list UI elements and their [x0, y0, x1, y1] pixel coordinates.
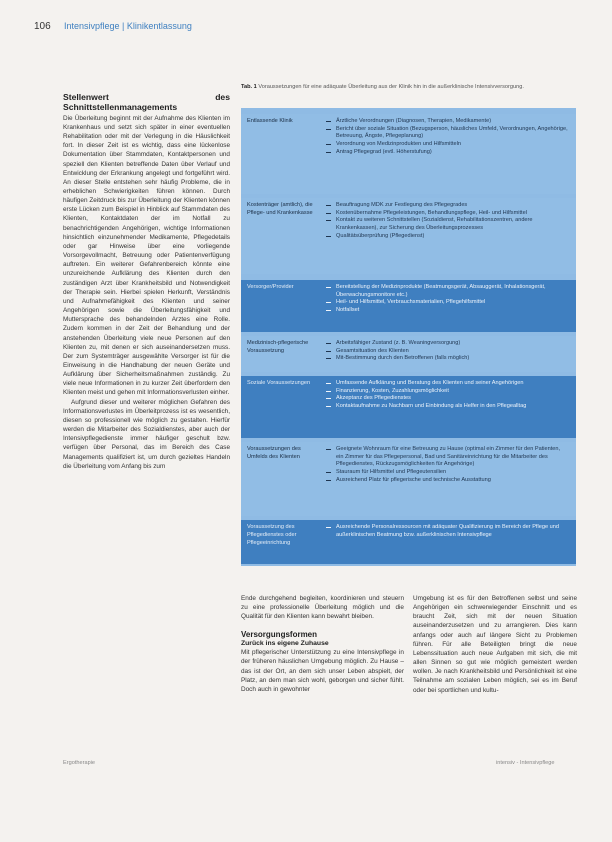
table-row	[241, 376, 576, 438]
row-items	[326, 442, 576, 516]
row-heading: Medizinisch-pflegerische Voraussetzung	[247, 340, 309, 354]
row-heading: Voraussetzung des Pflegedienstes oder Pflegeeinrichtung	[247, 524, 297, 546]
row-items	[326, 336, 576, 372]
table-row	[241, 520, 576, 564]
list-item: Verordnung von Medizinprodukten und Hilfsmitteln	[326, 141, 568, 149]
table-row	[241, 198, 576, 274]
row-items	[326, 520, 576, 564]
subsection-heading: Zurück ins eigene Zuhause	[241, 640, 329, 648]
list-item: Bereitstellung der Medizinprodukte (Beatmungsgerät, Absauggerät, Inhalationsgerät, Überwachungsmonitore etc.)	[326, 284, 568, 299]
row-items	[326, 280, 576, 332]
table-row	[241, 280, 576, 332]
list-item: Geeignete Wohnraum für eine Betreuung zu Hause (optimal ein Zimmer für den Patienten, ein Zimmer für das Pflegepersonal, Bad und Sanitäreinrichtung für die Mitarbeiter des Pflegedienstes, Rückzugsmöglichkeiten für Angehörige)	[326, 446, 568, 469]
list-item: Arbeitsfähiger Zustand (z. B. Weaningversorgung)	[326, 340, 568, 348]
paragraph: Umgebung ist es für den Betroffenen selbst und seine Angehörigen ein schwerwiegender Einschnitt und es braucht Zeit, sich mit der neuen Situation auseinanderzusetzen und zu arrangieren. Dies kann anfangs oder auch auf längere Sicht zu Problemen führen. Für alle Beteiligten bringt die neue Lebenssituation auch neue Aufgaben mit sich, die mit allen Sinnen so gut wie möglich gemeistert werden wollen. Je nach Krankheitsbild und Persönlichkeit ist eine Teilnahme am sozialen Leben möglich, sei es im Beruf oder bei sportlichen und kultu-	[413, 595, 577, 694]
row-heading: Entlassende Klinik	[247, 118, 293, 124]
list-item: Heil- und Hilfsmittel, Verbrauchsmaterialien, Pflegehilfsmittel	[326, 299, 568, 307]
table-row	[241, 114, 576, 194]
list-item: Ärztliche Verordnungen (Diagnosen, Therapien, Medikamente)	[326, 118, 568, 126]
list-item: Finanzierung, Kosten, Zuzahlungsmöglichkeit	[326, 388, 568, 396]
footer-left: Ergotherapie	[63, 760, 96, 766]
paragraph: Ende durchgehend begleiten, koordinieren und steuern zu eine professionelle Überleitung möglich und die Qualität für den Klienten kann bewahrt bleiben.	[241, 595, 404, 621]
list-item: Bericht über soziale Situation (Bezugsperson, häusliches Umfeld, Verordnungen, Angehörige, Betreuung, Ängste, Pflegeplanung)	[326, 126, 568, 141]
left-column	[63, 93, 230, 471]
paragraph: Mit pflegerischer Unterstützung zu eine Intensivpflege in der früheren häuslichen Umgebung möglich. Zu Hause – das ist der Ort, an dem sich unser Leben abspielt, der Platz, an dem man sich wohl, geborgen und sicher fühlt. Doch auch in gewohnter	[241, 649, 404, 693]
list-item: Mit-Bestimmung durch den Betroffenen (falls möglich)	[326, 355, 568, 363]
table-row	[241, 336, 576, 372]
section-heading: Versorgungsformen	[241, 630, 318, 640]
list-item: Ausreichend Platz für pflegerische und technische Ausstattung	[326, 477, 568, 485]
row-items	[326, 114, 576, 194]
page-number: 106	[34, 21, 51, 32]
list-item: Qualitätsüberprüfung (Pflegedienst)	[326, 233, 568, 241]
list-item: Notfallset	[326, 307, 568, 315]
list-item: Kontakt zu weiteren Schnittstellen (Sozialdienst, Rehabilitationszentren, andere Krankenkassen), zur Sicherung des Überleitungsprozesses	[326, 217, 568, 232]
footer-right: intensiv - Intensivpflege	[496, 760, 555, 766]
row-heading: Kostenträger (amtlich), die Pflege- und Krankenkasse	[247, 202, 313, 216]
table-row	[241, 442, 576, 516]
table-caption-text: Voraussetzungen für eine adäquate Überleitung aus der Klinik hin in die außerklinische Intensivversorgung.	[258, 84, 524, 90]
list-item: Stauraum für Hilfsmittel und Pflegeutensilien	[326, 469, 568, 477]
list-item: Gesamtsituation des Klienten	[326, 348, 568, 356]
row-heading: Versorger/Provider	[247, 284, 294, 290]
list-item: Kontaktaufnahme zu Nachbarn und Einbindung als Helfer in den Pflegealltag	[326, 403, 568, 411]
list-item: Beauftragung MDK zur Festlegung des Pflegegrades	[326, 202, 568, 210]
list-item: Ausreichende Personalressourcen mit adäquater Qualifizierung im Bereich der Pflege und außerklinischen Beatmung bzw. außerklinischen Intensivpflege	[326, 524, 568, 539]
requirements-table	[241, 108, 576, 566]
right-column	[413, 594, 577, 695]
list-item: Antrag Pflegegrad (evtl. Höherstufung)	[326, 149, 568, 157]
section-heading: Stellenwert des Schnittstellenmanagements	[63, 92, 230, 112]
paragraph: Die Überleitung beginnt mit der Aufnahme des Klienten im Krankenhaus und setzt sich später in einer eventuellen Rehabilitation oder mit der Verlegung in die Häuslichkeit fort. In dieser Zeit ist es wichtig, dass eine lückenlose Dokumentation über Stammdaten, Kontaktpersonen und speziell den Klienten betreffende Daten über Verlauf und Entwicklung der Erkrankung angelegt und fortgeführt wird. An dieser Stelle entstehen sehr häufig Probleme, die in erheblichen Schwierigkeiten führen können. Durch häufigen Zeitdruck bis zur Überleitung der Klienten können erste Lücken zum Beispiel in Hinblick auf Stammdaten des Klienten, Kontaktdaten der im Notfall zu benachrichtigenden Angehörigen, wichtige Informationen hinsichtlich einzunehmender Medikamente, Pflegedetails oder gar Hinweise über eine vorliegende Vorsorgevollmacht, Betreuung oder Patientenverfügung auftreten. Ein weiterer Gefahrenbereich könnte eine unzureichende Aufklärung des Klienten durch den zuständigen Arzt über Krankheitsbild und Notwendigkeit der Therapie sein. Hierbei spielen Herkunft, Verständnis und Aufnahmefähigkeit des Klienten und seiner Angehörigen sowie die Überleitungsfähigkeit und Muttersprache des behandelnden Arztes eine Rolle. Zudem kommen in der Zeit der Behandlung und der anstehenden Überleitung viele neue Personen auf den Klienten zu, mit denen er sich auseinandersetzen muss. Der zum Systemträger ausgewählte Versorger ist für die Einweisung in die Handhabung der neuen Geräte und Aufklärung über Sicherheitsmaßnahmen zuständig. Zu viele neue Informationen in zu kurzer Zeit überfordern den Klienten meist und gehen mit Informationsverlusten einher.	[63, 114, 230, 397]
row-items	[326, 198, 576, 274]
running-head: Intensivpflege | Klinikentlassung	[64, 21, 192, 31]
row-heading: Soziale Voraussetzungen	[247, 380, 311, 386]
middle-column	[241, 594, 404, 694]
list-item: Akzeptanz des Pflegedienstes	[326, 395, 568, 403]
paragraph: Aufgrund dieser und weiterer möglichen Gefahren des Informationsverlustes im Überleitprozess ist es wesentlich, diesen so professionell wie möglich zu gestalten. Hierfür werden die Mitarbeiter des Sozialdienstes, aber auch der Intensivpflegedienste immer häufiger geschult bzw. verfügen über Personal, das im Bereich des Case Managements qualifiziert ist, um durch gezieltes Handeln die Überleitung vom Anfang bis zum	[63, 398, 230, 470]
table-caption	[241, 84, 576, 92]
row-items	[326, 376, 576, 438]
row-heading: Voraussetzungen des Umfelds des Klienten	[247, 446, 301, 460]
table-caption-label: Tab. 1	[241, 84, 257, 90]
list-item: Kostenübernahme Pflegeleistungen, Behandlungspflege, Heil- und Hilfsmittel	[326, 210, 568, 218]
list-item: Umfassende Aufklärung und Beratung des Klienten und seiner Angehörigen	[326, 380, 568, 388]
